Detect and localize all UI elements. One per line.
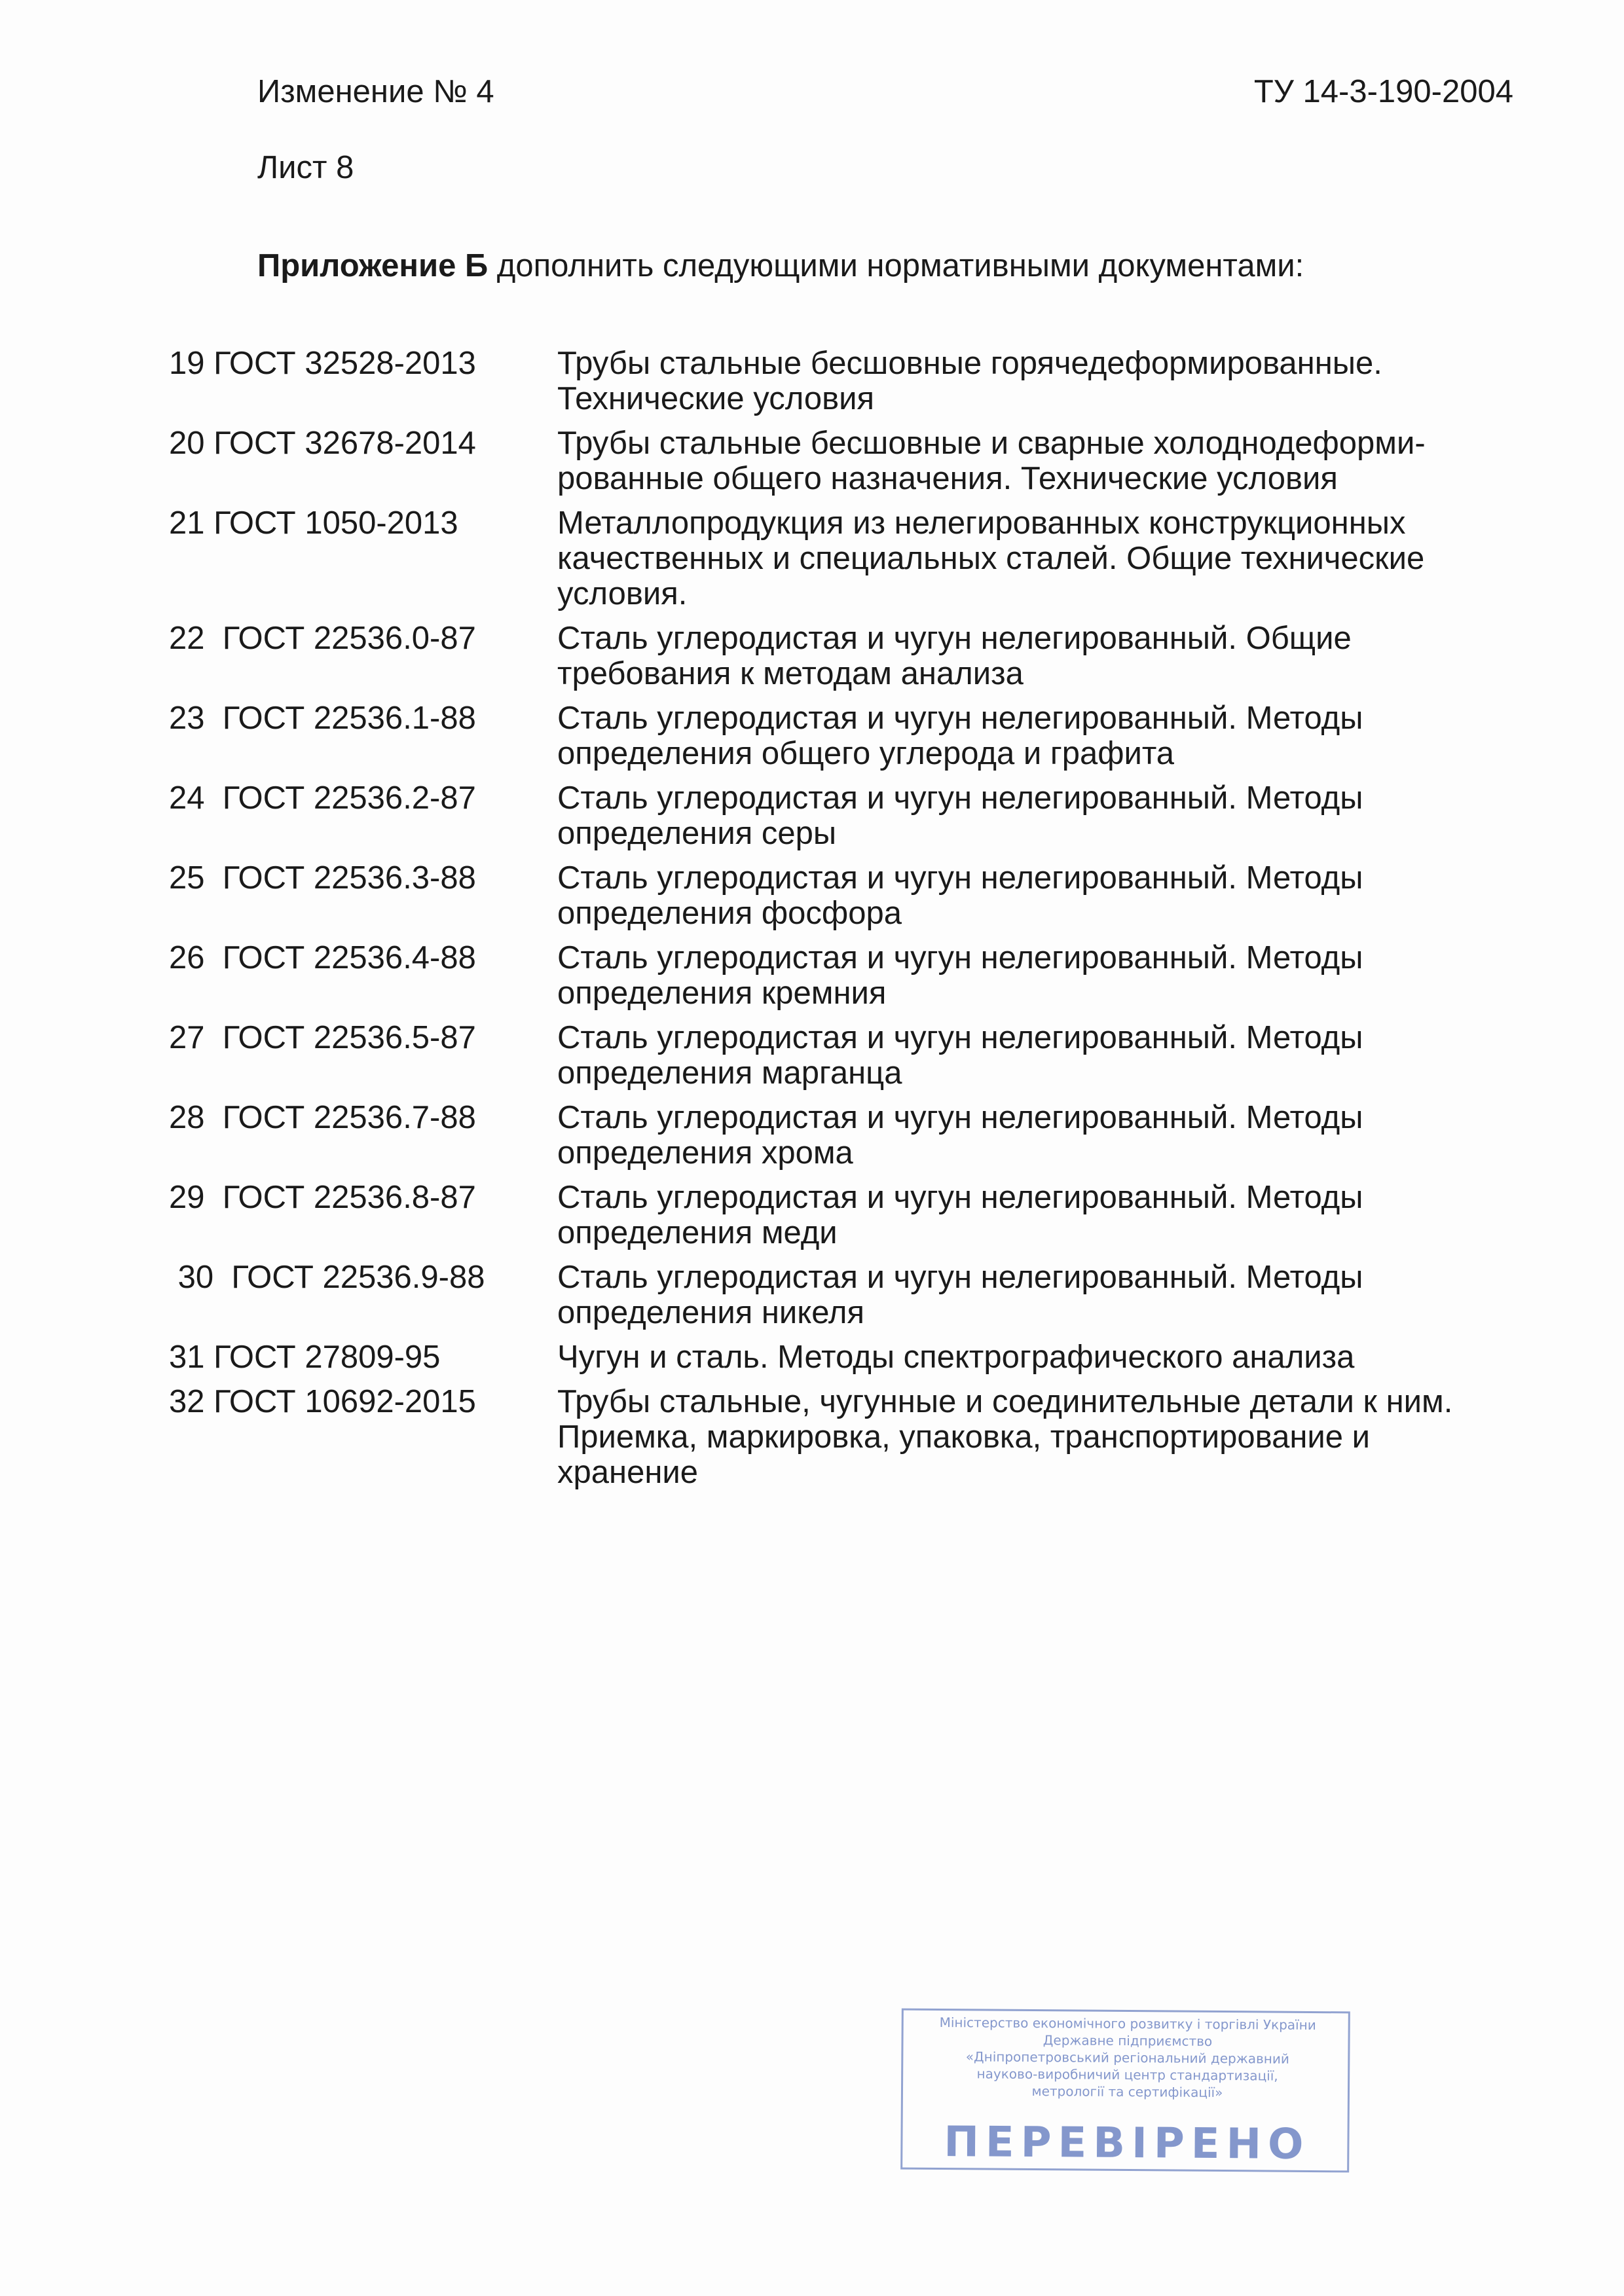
reference-title: Чугун и сталь. Методы спектрографического анализа	[557, 1339, 1355, 1375]
reference-title: Сталь углеродистая и чугун нелегированный. Методы определения меди	[557, 1180, 1363, 1250]
reference-title: Трубы стальные бесшовные горячедеформированные. Технические условия	[557, 346, 1382, 416]
reference-item	[169, 1180, 1544, 1250]
reference-code: 27 ГОСТ 22536.5-87	[169, 1020, 476, 1055]
verification-stamp	[900, 2009, 1350, 2173]
reference-item	[169, 1384, 1544, 1490]
reference-code: 32 ГОСТ 10692-2015	[169, 1384, 476, 1419]
reference-title: Сталь углеродистая и чугун нелегированный. Методы определения общего углерода и графита	[557, 701, 1363, 771]
reference-code: 29 ГОСТ 22536.8-87	[169, 1180, 476, 1215]
reference-title: Трубы стальные бесшовные и сварные холоднодеформи- рованные общего назначения. Технические условия	[557, 426, 1426, 496]
reference-code: 21 ГОСТ 1050-2013	[169, 505, 458, 541]
reference-title: Сталь углеродистая и чугун нелегированный. Методы определения кремния	[557, 940, 1363, 1011]
reference-code: 28 ГОСТ 22536.7-88	[169, 1100, 476, 1135]
appendix-intro-rest: дополнить следующими нормативными документами:	[488, 248, 1304, 283]
reference-item	[169, 1339, 1544, 1375]
reference-item	[169, 860, 1544, 931]
stamp-line: науково-виробничий центр стандартизації,	[976, 2066, 1278, 2084]
reference-title: Металлопродукция из нелегированных конструкционных качественных и специальных сталей. Общие технические условия.	[557, 505, 1425, 611]
appendix-intro-bold: Приложение Б	[257, 248, 489, 283]
reference-item	[169, 426, 1544, 496]
reference-code: 26 ГОСТ 22536.4-88	[169, 940, 476, 975]
reference-title: Сталь углеродистая и чугун нелегированный. Методы определения фосфора	[557, 860, 1363, 931]
reference-code: 20 ГОСТ 32678-2014	[169, 426, 476, 461]
sheet-number: Лист 8	[257, 150, 354, 185]
stamp-line: метрології та сертифікації»	[1031, 2083, 1223, 2101]
reference-item	[169, 780, 1544, 851]
change-number: Изменение № 4	[257, 74, 494, 109]
reference-title: Сталь углеродистая и чугун нелегированный. Методы определения хрома	[557, 1100, 1363, 1171]
reference-title: Сталь углеродистая и чугун нелегированный. Методы определения серы	[557, 780, 1363, 851]
document-code: ТУ 14-3-190-2004	[1253, 74, 1513, 109]
reference-item	[169, 505, 1544, 611]
appendix-intro	[257, 246, 1304, 285]
reference-item	[169, 940, 1544, 1011]
reference-item	[169, 1100, 1544, 1171]
reference-code: 23 ГОСТ 22536.1-88	[169, 701, 476, 736]
reference-code: 31 ГОСТ 27809-95	[169, 1339, 441, 1375]
reference-code: 24 ГОСТ 22536.2-87	[169, 780, 476, 816]
reference-item	[169, 346, 1544, 416]
reference-code: 25 ГОСТ 22536.3-88	[169, 860, 476, 896]
reference-item	[169, 701, 1544, 771]
reference-title: Сталь углеродистая и чугун нелегированный. Методы определения марганца	[557, 1020, 1363, 1091]
reference-item	[169, 1020, 1544, 1091]
reference-list	[169, 346, 1544, 1499]
reference-title: Сталь углеродистая и чугун нелегированный. Методы определения никеля	[557, 1260, 1363, 1330]
reference-title: Сталь углеродистая и чугун нелегированный. Общие требования к методам анализа	[557, 621, 1352, 691]
reference-item	[169, 1260, 1544, 1330]
reference-item	[169, 621, 1544, 691]
reference-code: 19 ГОСТ 32528-2013	[169, 346, 476, 381]
stamp-verified-text: ПЕРЕВІРЕНО	[944, 2118, 1310, 2169]
reference-code: 22 ГОСТ 22536.0-87	[169, 621, 476, 656]
reference-title: Трубы стальные, чугунные и соединительные детали к ним. Приемка, маркировка, упаковка, транспортирование и хранение	[557, 1384, 1453, 1490]
stamp-line: Міністерство економічного розвитку і торгівлі України	[939, 2014, 1316, 2033]
stamp-line: «Дніпропетровський регіональний державний	[965, 2049, 1289, 2067]
reference-code: 30 ГОСТ 22536.9-88	[169, 1260, 485, 1295]
stamp-line: Державне підприємство	[1043, 2032, 1213, 2049]
